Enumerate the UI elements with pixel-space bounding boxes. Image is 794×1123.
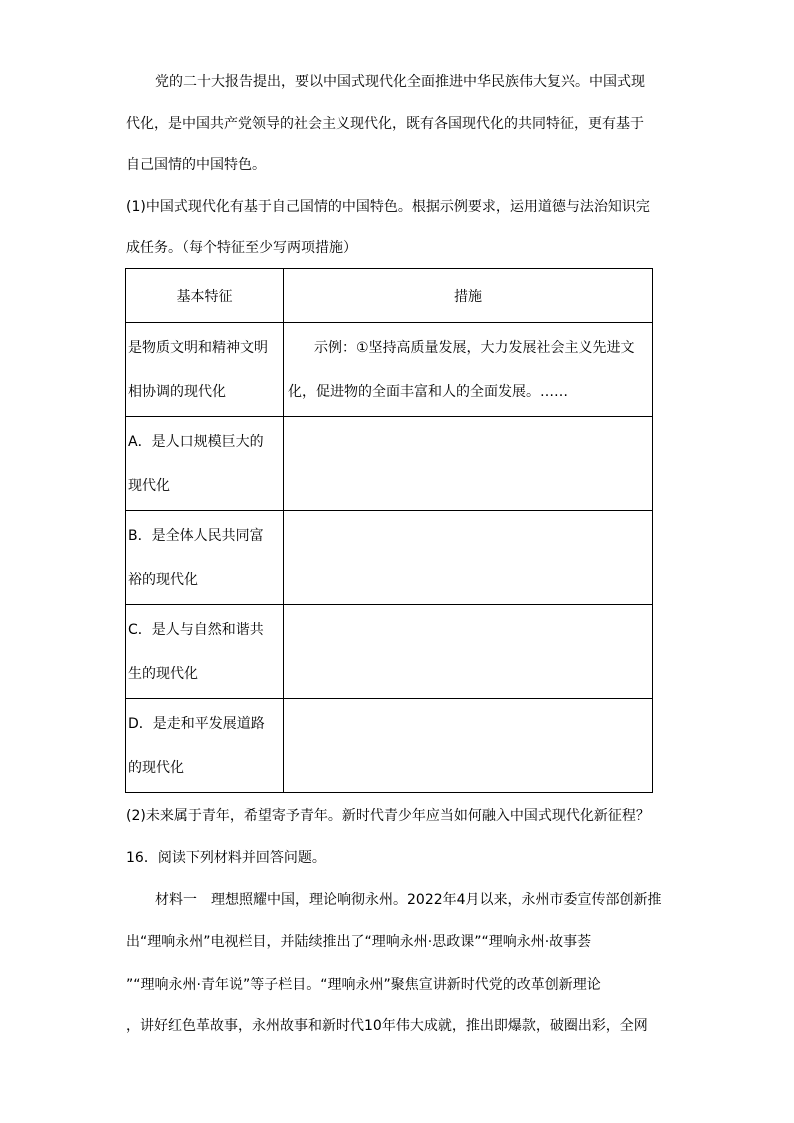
feature-text: B．是全体人民共同富 <box>128 527 264 544</box>
measure-text: 示例：①坚持高质量发展，大力发展社会主义先进文 <box>314 339 635 356</box>
table-row <box>126 511 653 605</box>
table-row <box>126 417 653 511</box>
feature-text: 的现代化 <box>128 759 184 776</box>
feature-cell <box>126 323 284 417</box>
feature-text: 是物质文明和精神文明 <box>128 339 268 356</box>
question-16-title: 16．阅读下列材料并回答问题。 <box>126 850 326 866</box>
feature-text: D．是走和平发展道路 <box>128 715 265 732</box>
feature-text: 现代化 <box>128 477 170 494</box>
feature-text: C．是人与自然和谐共 <box>128 621 264 638</box>
material-line: 出“理响永州”电视栏目，并陆续推出了“理响永州·思政课”“理响永州·故事荟 <box>126 934 592 950</box>
feature-measure-table <box>125 268 653 793</box>
intro-line: 自己国情的中国特色。 <box>126 157 266 173</box>
feature-cell <box>126 417 284 511</box>
question-1-line: (1)中国式现代化有基于自己国情的中国特色。根据示例要求，运用道德与法治知识完 <box>126 199 650 215</box>
question-2: (2)未来属于青年，希望寄予青年。新时代青少年应当如何融入中国式现代化新征程？ <box>126 808 650 824</box>
feature-cell <box>126 605 284 699</box>
material-line: ，讲好红色革故事，永州故事和新时代10年伟大成就，推出即爆款，破圈出彩，全网 <box>126 1018 648 1034</box>
intro-line: 代化，是中国共产党领导的社会主义现代化，既有各国现代化的共同特征，更有基于 <box>126 116 644 132</box>
measure-answer-cell[interactable] <box>284 417 653 511</box>
table-row <box>126 699 653 793</box>
table-row <box>126 323 653 417</box>
measure-answer-cell[interactable] <box>284 699 653 793</box>
feature-text: 生的现代化 <box>128 665 198 682</box>
measure-answer-cell[interactable] <box>284 511 653 605</box>
material-line: 材料一 理想照耀中国，理论响彻永州。2022年4月以来，永州市委宣传部创新推 <box>155 892 662 908</box>
feature-text: 裕的现代化 <box>128 571 198 588</box>
feature-text: A．是人口规模巨大的 <box>128 433 264 450</box>
feature-cell <box>126 511 284 605</box>
table-header-row <box>126 269 653 323</box>
feature-text: 相协调的现代化 <box>128 383 226 400</box>
measure-text: 化，促进物的全面丰富和人的全面发展。…… <box>288 383 568 400</box>
measure-cell <box>284 323 653 417</box>
table-row <box>126 605 653 699</box>
header-measure: 措施 <box>284 269 653 323</box>
measure-answer-cell[interactable] <box>284 605 653 699</box>
header-feature: 基本特征 <box>126 269 284 323</box>
material-line: ”“理响永州·青年说”等子栏目。“理响永州”聚焦宣讲新时代党的改革创新理论 <box>126 977 601 993</box>
feature-cell <box>126 699 284 793</box>
question-1-line: 成任务。（每个特征至少写两项措施） <box>126 240 357 256</box>
intro-line: 党的二十大报告提出，要以中国式现代化全面推进中华民族伟大复兴。中国式现 <box>155 74 645 90</box>
